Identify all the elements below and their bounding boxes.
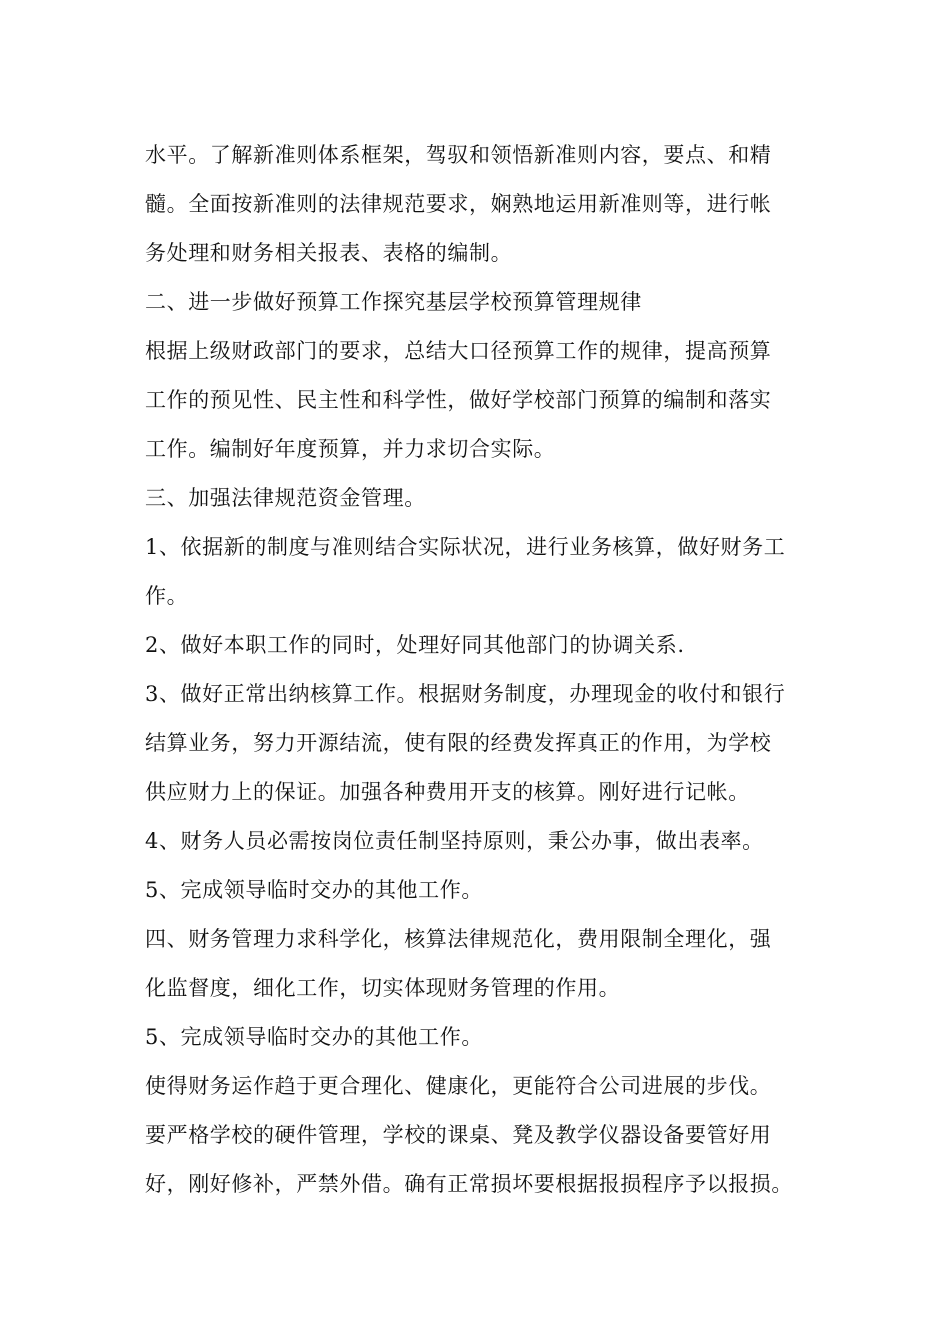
list-item: 2、做好本职工作的同时，处理好同其他部门的协调关系. (145, 633, 685, 657)
list-item: 5、完成领导临时交办的其他工作。 (145, 1025, 483, 1049)
text-line: 化监督度，细化工作，切实体现财务管理的作用。 (145, 976, 621, 1000)
text-line: 工作。编制好年度预算，并力求切合实际。 (145, 437, 556, 461)
text-line: 水平。了解新准则体系框架，驾驭和领悟新准则内容，要点、和精 (145, 143, 772, 167)
list-item: 4、财务人员必需按岗位责任制坚持原则，秉公办事，做出表率。 (145, 829, 764, 853)
section-heading: 三、加强法律规范资金管理。 (145, 486, 426, 510)
document-body (145, 131, 825, 1209)
section-heading: 二、进一步做好预算工作探究基层学校预算管理规律 (145, 290, 642, 314)
text-line: 根据上级财政部门的要求，总结大口径预算工作的规律，提高预算 (145, 339, 772, 363)
text-line: 作。 (145, 584, 189, 608)
text-line: 使得财务运作趋于更合理化、健康化，更能符合公司进展的步伐。 (145, 1074, 772, 1098)
text-line: 结算业务，努力开源结流，使有限的经费发挥真正的作用，为学校 (145, 731, 772, 755)
text-line: 好，刚好修补，严禁外借。确有正常损坏要根据报损程序予以报损。 (145, 1172, 793, 1196)
text-line: 工作的预见性、民主性和科学性，做好学校部门预算的编制和落实 (145, 388, 772, 412)
list-item: 3、做好正常出纳核算工作。根据财务制度，办理现金的收付和银行 (145, 682, 786, 706)
text-line: 要严格学校的硬件管理，学校的课桌、凳及教学仪器设备要管好用 (145, 1123, 772, 1147)
list-item: 5、完成领导临时交办的其他工作。 (145, 878, 483, 902)
text-line: 髓。全面按新准则的法律规范要求，娴熟地运用新准则等，进行帐 (145, 192, 772, 216)
text-line: 务处理和财务相关报表、表格的编制。 (145, 241, 513, 265)
text-line: 供应财力上的保证。加强各种费用开支的核算。刚好进行记帐。 (145, 780, 750, 804)
section-heading: 四、财务管理力求科学化，核算法律规范化，费用限制全理化，强 (145, 927, 772, 951)
list-item: 1、依据新的制度与准则结合实际状况，进行业务核算，做好财务工 (145, 535, 786, 559)
